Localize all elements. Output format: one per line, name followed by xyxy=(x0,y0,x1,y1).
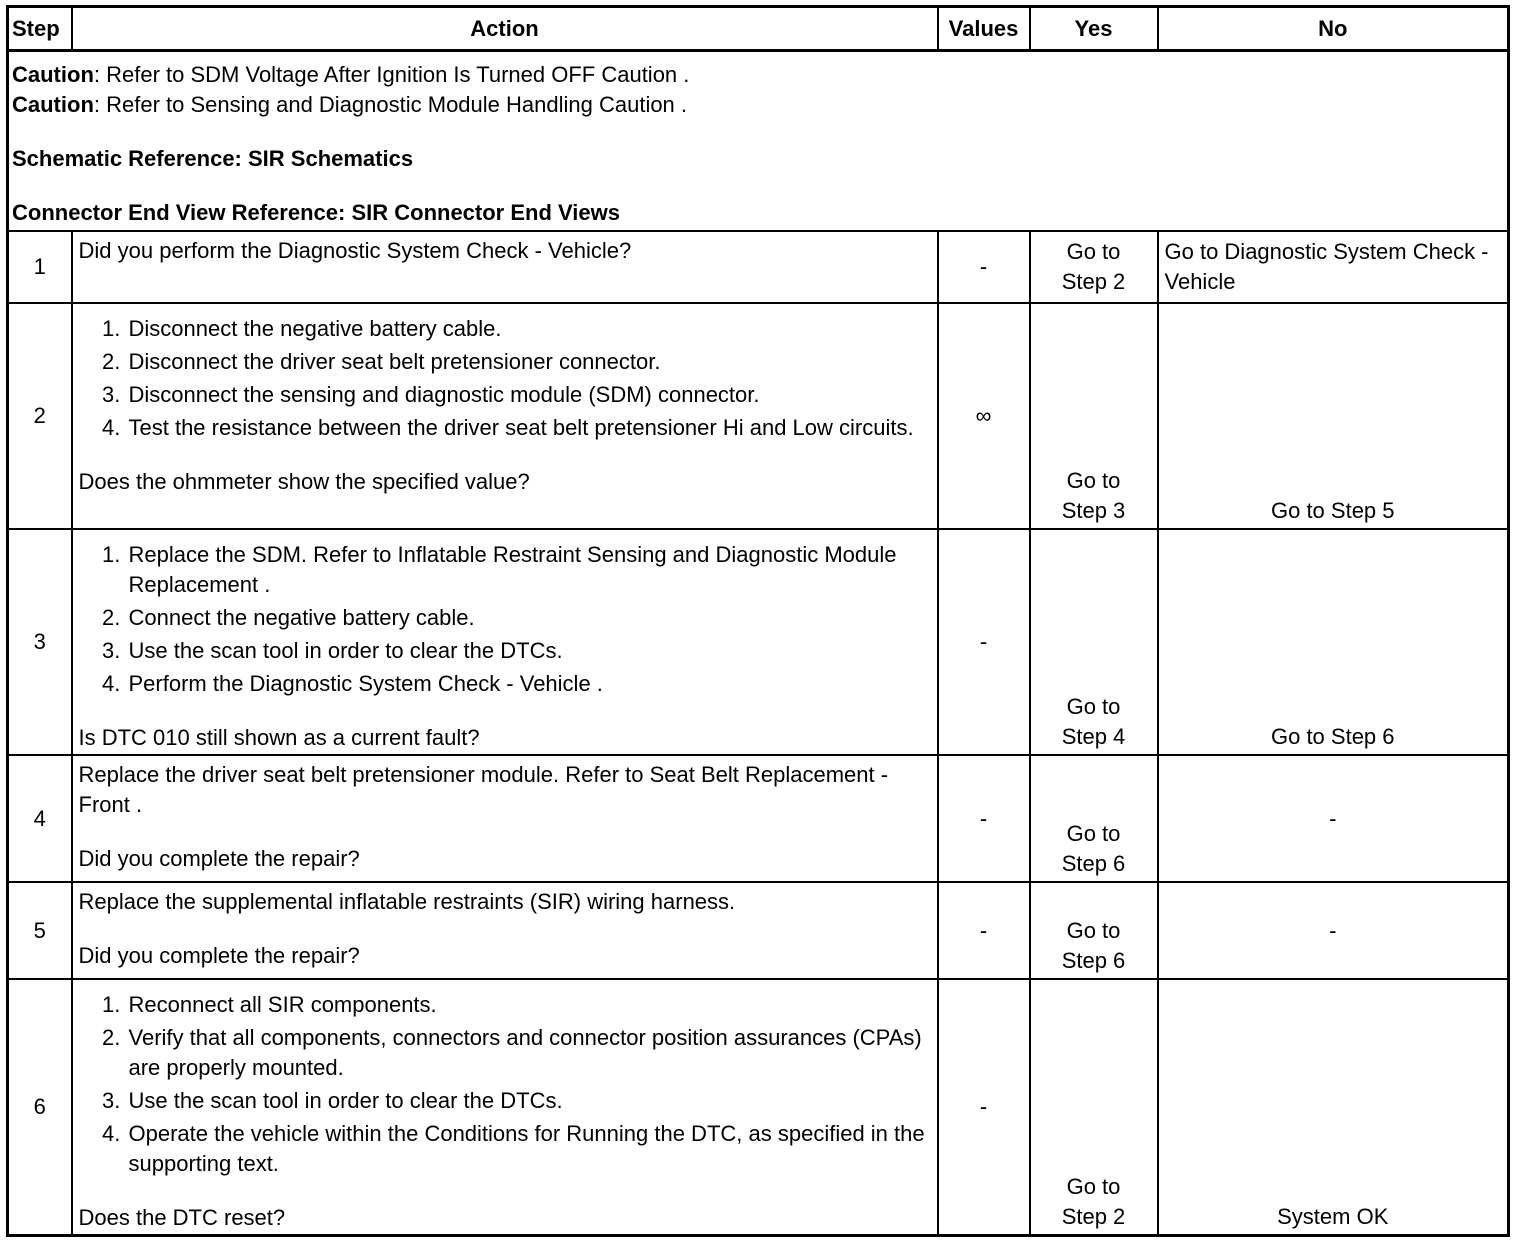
connector-reference xyxy=(12,198,1504,228)
action-cell xyxy=(72,231,938,303)
value-cell: - xyxy=(938,231,1030,303)
no-cell: - xyxy=(1158,755,1509,882)
yes-cell xyxy=(1030,231,1158,303)
action-cell xyxy=(72,979,938,1235)
yes-cell xyxy=(1030,882,1158,979)
table-row-step-5 xyxy=(8,882,1509,979)
yes-line-2: Step 2 xyxy=(1061,269,1126,294)
yes-line-1: Go to xyxy=(1066,239,1121,264)
value-cell: ∞ xyxy=(938,303,1030,529)
schematic-reference-text: Schematic Reference: SIR Schematics xyxy=(12,146,414,171)
action-list xyxy=(79,314,931,443)
spacer xyxy=(12,120,1504,144)
table-row-step-4 xyxy=(8,755,1509,882)
action-cell xyxy=(72,755,938,882)
yes-cell xyxy=(1030,755,1158,882)
yes-line-1: Go to xyxy=(1066,694,1121,719)
diagnostic-table-document xyxy=(6,5,1507,1237)
table-row-step-2 xyxy=(8,303,1509,529)
yes-line-1: Go to xyxy=(1066,1173,1121,1199)
list-item: 2. Connect the negative battery cable. xyxy=(127,603,931,633)
header-action: Action xyxy=(72,7,938,51)
spacer xyxy=(12,174,1504,198)
value-cell: - xyxy=(938,755,1030,882)
header-no: No xyxy=(1158,7,1509,51)
list-item: 4. Perform the Diagnostic System Check - Vehicle . xyxy=(127,669,931,699)
action-list xyxy=(79,540,931,699)
no-cell: Go to Diagnostic System Check - Vehicle xyxy=(1158,231,1509,303)
step-number: 2 xyxy=(8,303,72,529)
value-cell: - xyxy=(938,979,1030,1235)
list-item: 3. Use the scan tool in order to clear the DTCs. xyxy=(127,1086,931,1116)
table-row-step-6 xyxy=(8,979,1509,1235)
question-text: Did you complete the repair? xyxy=(78,846,360,871)
step-number: 5 xyxy=(8,882,72,979)
caution-line-2 xyxy=(12,90,1504,120)
intro-cell xyxy=(8,51,1509,232)
list-item: 2. Verify that all components, connectors and connector position assurances (CPAs) are properly mounted. xyxy=(127,1023,931,1083)
no-cell: Go to Step 6 xyxy=(1158,529,1509,755)
yes-line-2: Step 3 xyxy=(1061,498,1126,523)
list-item: 4. Test the resistance between the driver seat belt pretensioner Hi and Low circuits. xyxy=(127,413,931,443)
caution-line-1 xyxy=(12,60,1504,90)
yes-line-2: Step 6 xyxy=(1061,851,1126,876)
list-item: 3. Disconnect the sensing and diagnostic module (SDM) connector. xyxy=(127,380,931,410)
yes-line-1: Go to xyxy=(1066,918,1121,943)
question-text: Is DTC 010 still shown as a current fault? xyxy=(78,725,480,750)
yes-line-2: Step 4 xyxy=(1061,724,1126,749)
table-row-step-3 xyxy=(8,529,1509,755)
yes-line-1: Go to xyxy=(1066,821,1121,846)
list-item: 4. Operate the vehicle within the Conditions for Running the DTC, as specified in the supporting text. xyxy=(127,1119,931,1179)
value-cell: - xyxy=(938,529,1030,755)
list-item: 1. Disconnect the negative battery cable. xyxy=(127,314,931,344)
action-text: Did you perform the Diagnostic System Check - Vehicle? xyxy=(78,238,632,263)
step-number: 1 xyxy=(8,231,72,303)
list-item: 1. Reconnect all SIR components. xyxy=(127,990,931,1020)
question-text: Does the DTC reset? xyxy=(78,1205,286,1230)
caution-text: : Refer to Sensing and Diagnostic Module Handling Caution . xyxy=(93,92,688,117)
step-number: 4 xyxy=(8,755,72,882)
action-cell xyxy=(72,303,938,529)
header-values: Values xyxy=(938,7,1030,51)
no-cell: Go to Step 5 xyxy=(1158,303,1509,529)
caution-label: Caution xyxy=(12,62,94,87)
list-item: 1. Replace the SDM. Refer to Inflatable Restraint Sensing and Diagnostic Module Replacement . xyxy=(127,540,931,600)
list-item: 2. Disconnect the driver seat belt pretensioner connector. xyxy=(127,347,931,377)
question-text: Did you complete the repair? xyxy=(78,943,360,968)
connector-reference-text: Connector End View Reference: SIR Connector End Views xyxy=(12,200,620,225)
yes-cell xyxy=(1030,529,1158,755)
schematic-reference xyxy=(12,144,1504,174)
step-number: 6 xyxy=(8,979,72,1235)
diagnostic-table xyxy=(6,5,1510,1237)
action-text: Replace the supplemental inflatable restraints (SIR) wiring harness. xyxy=(78,889,736,914)
header-step: Step xyxy=(8,7,72,51)
header-row xyxy=(8,7,1509,51)
yes-cell xyxy=(1030,979,1158,1235)
table-row-step-1 xyxy=(8,231,1509,303)
header-yes: Yes xyxy=(1030,7,1158,51)
action-list xyxy=(79,990,931,1179)
caution-label: Caution xyxy=(12,92,94,117)
question-text: Does the ohmmeter show the specified value? xyxy=(78,469,530,494)
action-text: Replace the driver seat belt pretensioner module. Refer to Seat Belt Replacement - Front . xyxy=(78,762,889,817)
value-cell: - xyxy=(938,882,1030,979)
no-cell: System OK xyxy=(1158,979,1509,1235)
list-item: 3. Use the scan tool in order to clear the DTCs. xyxy=(127,636,931,666)
yes-line-2: Step 6 xyxy=(1061,948,1126,973)
step-number: 3 xyxy=(8,529,72,755)
action-cell xyxy=(72,529,938,755)
caution-text: : Refer to SDM Voltage After Ignition Is Turned OFF Caution . xyxy=(93,62,690,87)
yes-cell xyxy=(1030,303,1158,529)
yes-line-2: Step 2 xyxy=(1061,1203,1126,1229)
intro-row xyxy=(8,51,1509,232)
action-cell xyxy=(72,882,938,979)
no-cell: - xyxy=(1158,882,1509,979)
yes-line-1: Go to xyxy=(1066,468,1121,493)
